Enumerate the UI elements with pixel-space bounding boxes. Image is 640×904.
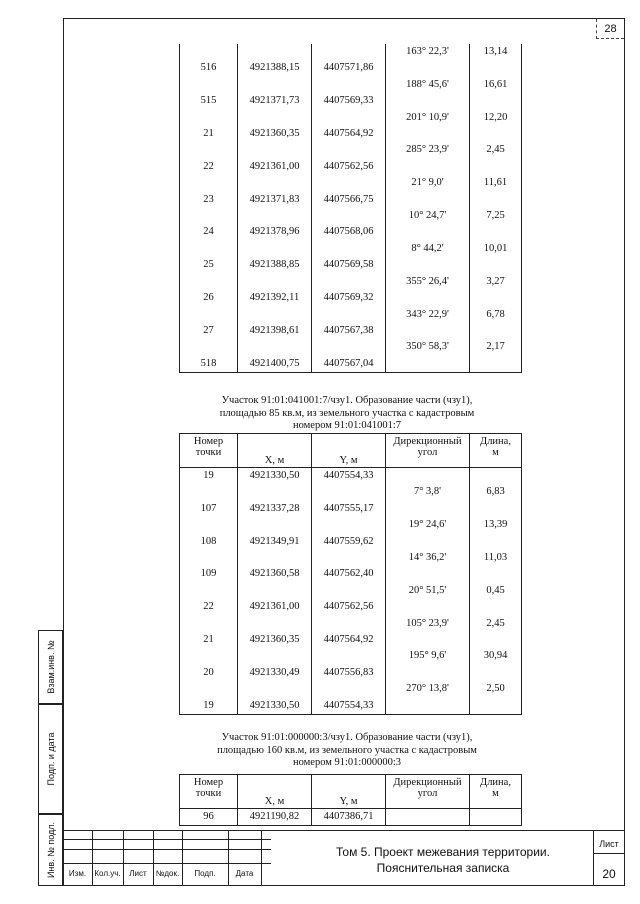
table-cell-x — [238, 616, 312, 632]
table-cell-x: 4921330,50 — [238, 468, 312, 485]
table-cell-y: 4407556,83 — [312, 665, 386, 681]
table-cell-y — [312, 517, 386, 533]
table-cell-y — [312, 110, 386, 126]
table-cell-a — [386, 534, 470, 550]
stamp-col-ndok: №док. — [155, 869, 180, 878]
table-row — [180, 599, 522, 615]
table-cell-x: 4921378,96 — [238, 224, 312, 240]
table-cell-y — [312, 208, 386, 224]
table-cell-y — [312, 274, 386, 290]
table-cell-y: 4407567,04 — [312, 356, 386, 373]
table-cell-l: 11,61 — [470, 175, 522, 191]
table-cell-l — [470, 60, 522, 76]
section-caption-3: Участок 91:01:000000:3/чзу1. Образование части (чзу1), площадью 160 кв.м, из земельного участка с кадастровым номером 91:01:000000:3 — [217, 732, 477, 768]
table-row — [180, 698, 522, 715]
table-cell-l: 13,14 — [470, 44, 522, 60]
table-row — [180, 307, 522, 323]
table-cell-l — [470, 356, 522, 373]
table-cell-y — [312, 77, 386, 93]
table-cell-y: 4407564,92 — [312, 126, 386, 142]
table-row — [180, 126, 522, 142]
table-cell-n: 108 — [180, 534, 238, 550]
table-cell-y: 4407571,86 — [312, 60, 386, 76]
stamp-col-izm: Изм. — [68, 869, 87, 878]
table-cell-x: 4921400,75 — [238, 356, 312, 373]
table-cell-l: 2,50 — [470, 681, 522, 697]
table-row — [180, 356, 522, 373]
table-cell-n: 26 — [180, 290, 238, 306]
table-cell-l: 0,45 — [470, 583, 522, 599]
table-row — [180, 110, 522, 126]
table-cell-a: 285° 23,9' — [386, 142, 470, 158]
table-row — [180, 159, 522, 175]
table-row — [180, 224, 522, 240]
table-row — [180, 566, 522, 582]
table-cell-a — [386, 159, 470, 175]
table-cell-a: 201° 10,9' — [386, 110, 470, 126]
document-title: Том 5. Проект межевания территории. Пояснительная записка — [336, 845, 550, 875]
table-row — [180, 323, 522, 339]
table-cell-n: 109 — [180, 566, 238, 582]
table-cell-n — [180, 550, 238, 566]
table-cell-y — [312, 339, 386, 355]
table-cell-x — [238, 307, 312, 323]
table-cell-l — [470, 566, 522, 582]
table-cell-y: 4407554,33 — [312, 698, 386, 715]
table-row — [180, 290, 522, 306]
table-cell-a — [386, 809, 470, 826]
table-cell-l — [470, 599, 522, 615]
table-cell-a — [386, 257, 470, 273]
table-cell-x: 4921360,35 — [238, 126, 312, 142]
table-cell-x — [238, 681, 312, 697]
title-block — [63, 830, 625, 886]
table-cell-x: 4921361,00 — [238, 159, 312, 175]
table-cell-y: 4407569,32 — [312, 290, 386, 306]
table-row — [180, 175, 522, 191]
table-cell-l — [470, 159, 522, 175]
table-row — [180, 274, 522, 290]
side-field-vzam: Взам.инв. № — [38, 630, 63, 704]
header-y: Y, м — [312, 775, 386, 809]
table-cell-l — [470, 501, 522, 517]
table-cell-a — [386, 698, 470, 715]
table-cell-n — [180, 616, 238, 632]
table-cell-n — [180, 307, 238, 323]
table-cell-y — [312, 307, 386, 323]
table-cell-n — [180, 484, 238, 500]
table-cell-x — [238, 339, 312, 355]
header-y: Y, м — [312, 434, 386, 468]
table-cell-x — [238, 517, 312, 533]
table-cell-y — [312, 681, 386, 697]
table-header-row — [180, 775, 522, 809]
table-cell-l: 2,17 — [470, 339, 522, 355]
table-row — [180, 93, 522, 109]
table-cell-x: 4921360,58 — [238, 566, 312, 582]
table-cell-y: 4407554,33 — [312, 468, 386, 485]
stamp-col-list: Лист — [129, 869, 147, 878]
table-cell-x: 4921330,50 — [238, 698, 312, 715]
table-cell-n — [180, 517, 238, 533]
table-cell-l — [470, 290, 522, 306]
table-row — [180, 208, 522, 224]
table-cell-y — [312, 44, 386, 60]
table-row — [180, 665, 522, 681]
table-cell-y: 4407568,06 — [312, 224, 386, 240]
table-cell-l — [470, 468, 522, 485]
table-cell-a — [386, 468, 470, 485]
table-cell-x — [238, 583, 312, 599]
sheet-label: Лист — [599, 839, 619, 849]
table-cell-y — [312, 550, 386, 566]
table-cell-y — [312, 616, 386, 632]
header-point-number: Номер точки — [180, 434, 238, 468]
table-row — [180, 632, 522, 648]
side-field-podp: Подп. и дата — [38, 704, 63, 814]
table-cell-a — [386, 501, 470, 517]
header-x: X, м — [238, 775, 312, 809]
table-cell-x: 4921371,73 — [238, 93, 312, 109]
table-row — [180, 809, 522, 826]
table-cell-a — [386, 599, 470, 615]
table-cell-a: 19° 24,6' — [386, 517, 470, 533]
table-cell-x: 4921190,82 — [238, 809, 312, 826]
top-page-number: 28 — [596, 19, 624, 39]
table-row — [180, 339, 522, 355]
table-cell-n: 96 — [180, 809, 238, 826]
table-cell-a: 8° 44,2' — [386, 241, 470, 257]
table-row — [180, 241, 522, 257]
table-header-row — [180, 434, 522, 468]
table-cell-x — [238, 648, 312, 664]
table-cell-x: 4921388,15 — [238, 60, 312, 76]
table-cell-l — [470, 665, 522, 681]
table-row — [180, 517, 522, 533]
header-length: Длина, м — [470, 775, 522, 809]
header-direction-angle: Дирекционный угол — [386, 434, 470, 468]
table-cell-n: 25 — [180, 257, 238, 273]
table-cell-n — [180, 241, 238, 257]
table-cell-y: 4407562,56 — [312, 599, 386, 615]
table-cell-n: 19 — [180, 698, 238, 715]
table-cell-x — [238, 274, 312, 290]
table-cell-l — [470, 93, 522, 109]
table-cell-l — [470, 257, 522, 273]
table-cell-l — [470, 126, 522, 142]
table-cell-x: 4921330,49 — [238, 665, 312, 681]
table-row — [180, 44, 522, 60]
table-row — [180, 192, 522, 208]
table-cell-a: 343° 22,9' — [386, 307, 470, 323]
table-cell-n: 516 — [180, 60, 238, 76]
table-cell-y: 4407566,75 — [312, 192, 386, 208]
table-cell-n: 22 — [180, 599, 238, 615]
table-cell-a — [386, 566, 470, 582]
table-cell-l — [470, 224, 522, 240]
table-cell-x: 4921371,83 — [238, 192, 312, 208]
table-cell-a — [386, 126, 470, 142]
table-cell-n — [180, 339, 238, 355]
coordinates-table-1 — [179, 44, 522, 373]
table-cell-y: 4407567,38 — [312, 323, 386, 339]
table-cell-x — [238, 77, 312, 93]
table-cell-l — [470, 809, 522, 826]
table-cell-l — [470, 534, 522, 550]
header-point-number: Номер точки — [180, 775, 238, 809]
table-cell-l: 6,78 — [470, 307, 522, 323]
table-cell-a: 188° 45,6' — [386, 77, 470, 93]
table-cell-y — [312, 241, 386, 257]
table-cell-n — [180, 274, 238, 290]
table-cell-x — [238, 175, 312, 191]
stamp-col-podp: Подп. — [194, 869, 216, 878]
table-cell-a — [386, 224, 470, 240]
table-cell-a: 21° 9,0' — [386, 175, 470, 191]
stamp-col-data: Дата — [235, 869, 254, 878]
table-cell-a — [386, 60, 470, 76]
sheet-number: 20 — [602, 867, 616, 881]
table-cell-a: 195° 9,6' — [386, 648, 470, 664]
table-row — [180, 77, 522, 93]
table-cell-n: 22 — [180, 159, 238, 175]
table-cell-y — [312, 484, 386, 500]
table-cell-a — [386, 632, 470, 648]
table-cell-y: 4407569,33 — [312, 93, 386, 109]
side-field-inv: Инв. № подл. — [38, 814, 63, 886]
table-cell-y: 4407562,56 — [312, 159, 386, 175]
table-cell-x: 4921388,85 — [238, 257, 312, 273]
table-row — [180, 616, 522, 632]
table-cell-n: 20 — [180, 665, 238, 681]
table-cell-n: 19 — [180, 468, 238, 485]
table-row — [180, 681, 522, 697]
table-row — [180, 257, 522, 273]
table-cell-y — [312, 142, 386, 158]
table-cell-l: 13,39 — [470, 517, 522, 533]
table-cell-a — [386, 356, 470, 373]
table-cell-n: 515 — [180, 93, 238, 109]
table-cell-n: 23 — [180, 192, 238, 208]
table-cell-n — [180, 44, 238, 60]
table-row — [180, 534, 522, 550]
header-x: X, м — [238, 434, 312, 468]
stamp-col-kolvo: Кол.уч. — [94, 869, 121, 878]
table-cell-l — [470, 192, 522, 208]
table-row — [180, 468, 522, 485]
table-cell-y — [312, 648, 386, 664]
table-row — [180, 142, 522, 158]
table-cell-n — [180, 583, 238, 599]
table-cell-n: 24 — [180, 224, 238, 240]
table-cell-x — [238, 208, 312, 224]
table-cell-l — [470, 698, 522, 715]
table-cell-n: 107 — [180, 501, 238, 517]
table-cell-a: 270° 13,8' — [386, 681, 470, 697]
table-cell-l: 16,61 — [470, 77, 522, 93]
coordinates-table-2 — [179, 433, 522, 715]
table-cell-x: 4921360,35 — [238, 632, 312, 648]
table-cell-x — [238, 44, 312, 60]
table-cell-n: 21 — [180, 632, 238, 648]
table-cell-a: 355° 26,4' — [386, 274, 470, 290]
table-cell-a: 163° 22,3' — [386, 44, 470, 60]
table-cell-y — [312, 583, 386, 599]
table-cell-a: 14° 36,2' — [386, 550, 470, 566]
table-row — [180, 501, 522, 517]
table-cell-a: 350° 58,3' — [386, 339, 470, 355]
table-cell-n — [180, 681, 238, 697]
table-cell-n: 21 — [180, 126, 238, 142]
table-row — [180, 648, 522, 664]
table-cell-x: 4921337,28 — [238, 501, 312, 517]
table-cell-x: 4921398,61 — [238, 323, 312, 339]
table-cell-n — [180, 110, 238, 126]
table-cell-y: 4407564,92 — [312, 632, 386, 648]
table-cell-a — [386, 290, 470, 306]
table-cell-x: 4921349,91 — [238, 534, 312, 550]
table-cell-y: 4407559,62 — [312, 534, 386, 550]
table-cell-l: 12,20 — [470, 110, 522, 126]
table-cell-x: 4921392,11 — [238, 290, 312, 306]
table-cell-l: 6,83 — [470, 484, 522, 500]
table-cell-x — [238, 241, 312, 257]
table-cell-l: 2,45 — [470, 142, 522, 158]
table-cell-n — [180, 175, 238, 191]
table-cell-x — [238, 484, 312, 500]
table-cell-n — [180, 208, 238, 224]
table-cell-a: 20° 51,5' — [386, 583, 470, 599]
table-cell-a — [386, 323, 470, 339]
table-cell-a — [386, 665, 470, 681]
table-row — [180, 484, 522, 500]
table-cell-y — [312, 175, 386, 191]
table-cell-l: 3,27 — [470, 274, 522, 290]
section-caption-2: Участок 91:01:041001:7/чзу1. Образование части (чзу1), площадью 85 кв.м, из земельного участка с кадастровым номером 91:01:041001:7 — [219, 395, 475, 431]
table-cell-x — [238, 142, 312, 158]
table-cell-l: 11,03 — [470, 550, 522, 566]
table-cell-l — [470, 323, 522, 339]
table-row — [180, 550, 522, 566]
table-cell-n — [180, 77, 238, 93]
table-cell-x — [238, 550, 312, 566]
table-cell-y: 4407569,58 — [312, 257, 386, 273]
header-direction-angle: Дирекционный угол — [386, 775, 470, 809]
table-cell-n: 27 — [180, 323, 238, 339]
table-cell-x — [238, 110, 312, 126]
table-row — [180, 60, 522, 76]
table-cell-l: 10,01 — [470, 241, 522, 257]
stamp-top-line — [63, 830, 625, 831]
table-cell-l: 30,94 — [470, 648, 522, 664]
table-cell-y: 4407386,71 — [312, 809, 386, 826]
table-cell-a: 7° 3,8' — [386, 484, 470, 500]
table-cell-l: 7,25 — [470, 208, 522, 224]
table-cell-a — [386, 192, 470, 208]
table-cell-n — [180, 142, 238, 158]
table-cell-a: 105° 23,9' — [386, 616, 470, 632]
table-cell-a — [386, 93, 470, 109]
table-cell-y: 4407555,17 — [312, 501, 386, 517]
table-cell-n — [180, 648, 238, 664]
table-cell-a: 10° 24,7' — [386, 208, 470, 224]
table-cell-y: 4407562,40 — [312, 566, 386, 582]
table-row — [180, 583, 522, 599]
table-cell-l: 2,45 — [470, 616, 522, 632]
table-cell-l — [470, 632, 522, 648]
table-cell-x: 4921361,00 — [238, 599, 312, 615]
table-cell-n: 518 — [180, 356, 238, 373]
coordinates-table-3 — [179, 774, 522, 826]
header-length: Длина, м — [470, 434, 522, 468]
